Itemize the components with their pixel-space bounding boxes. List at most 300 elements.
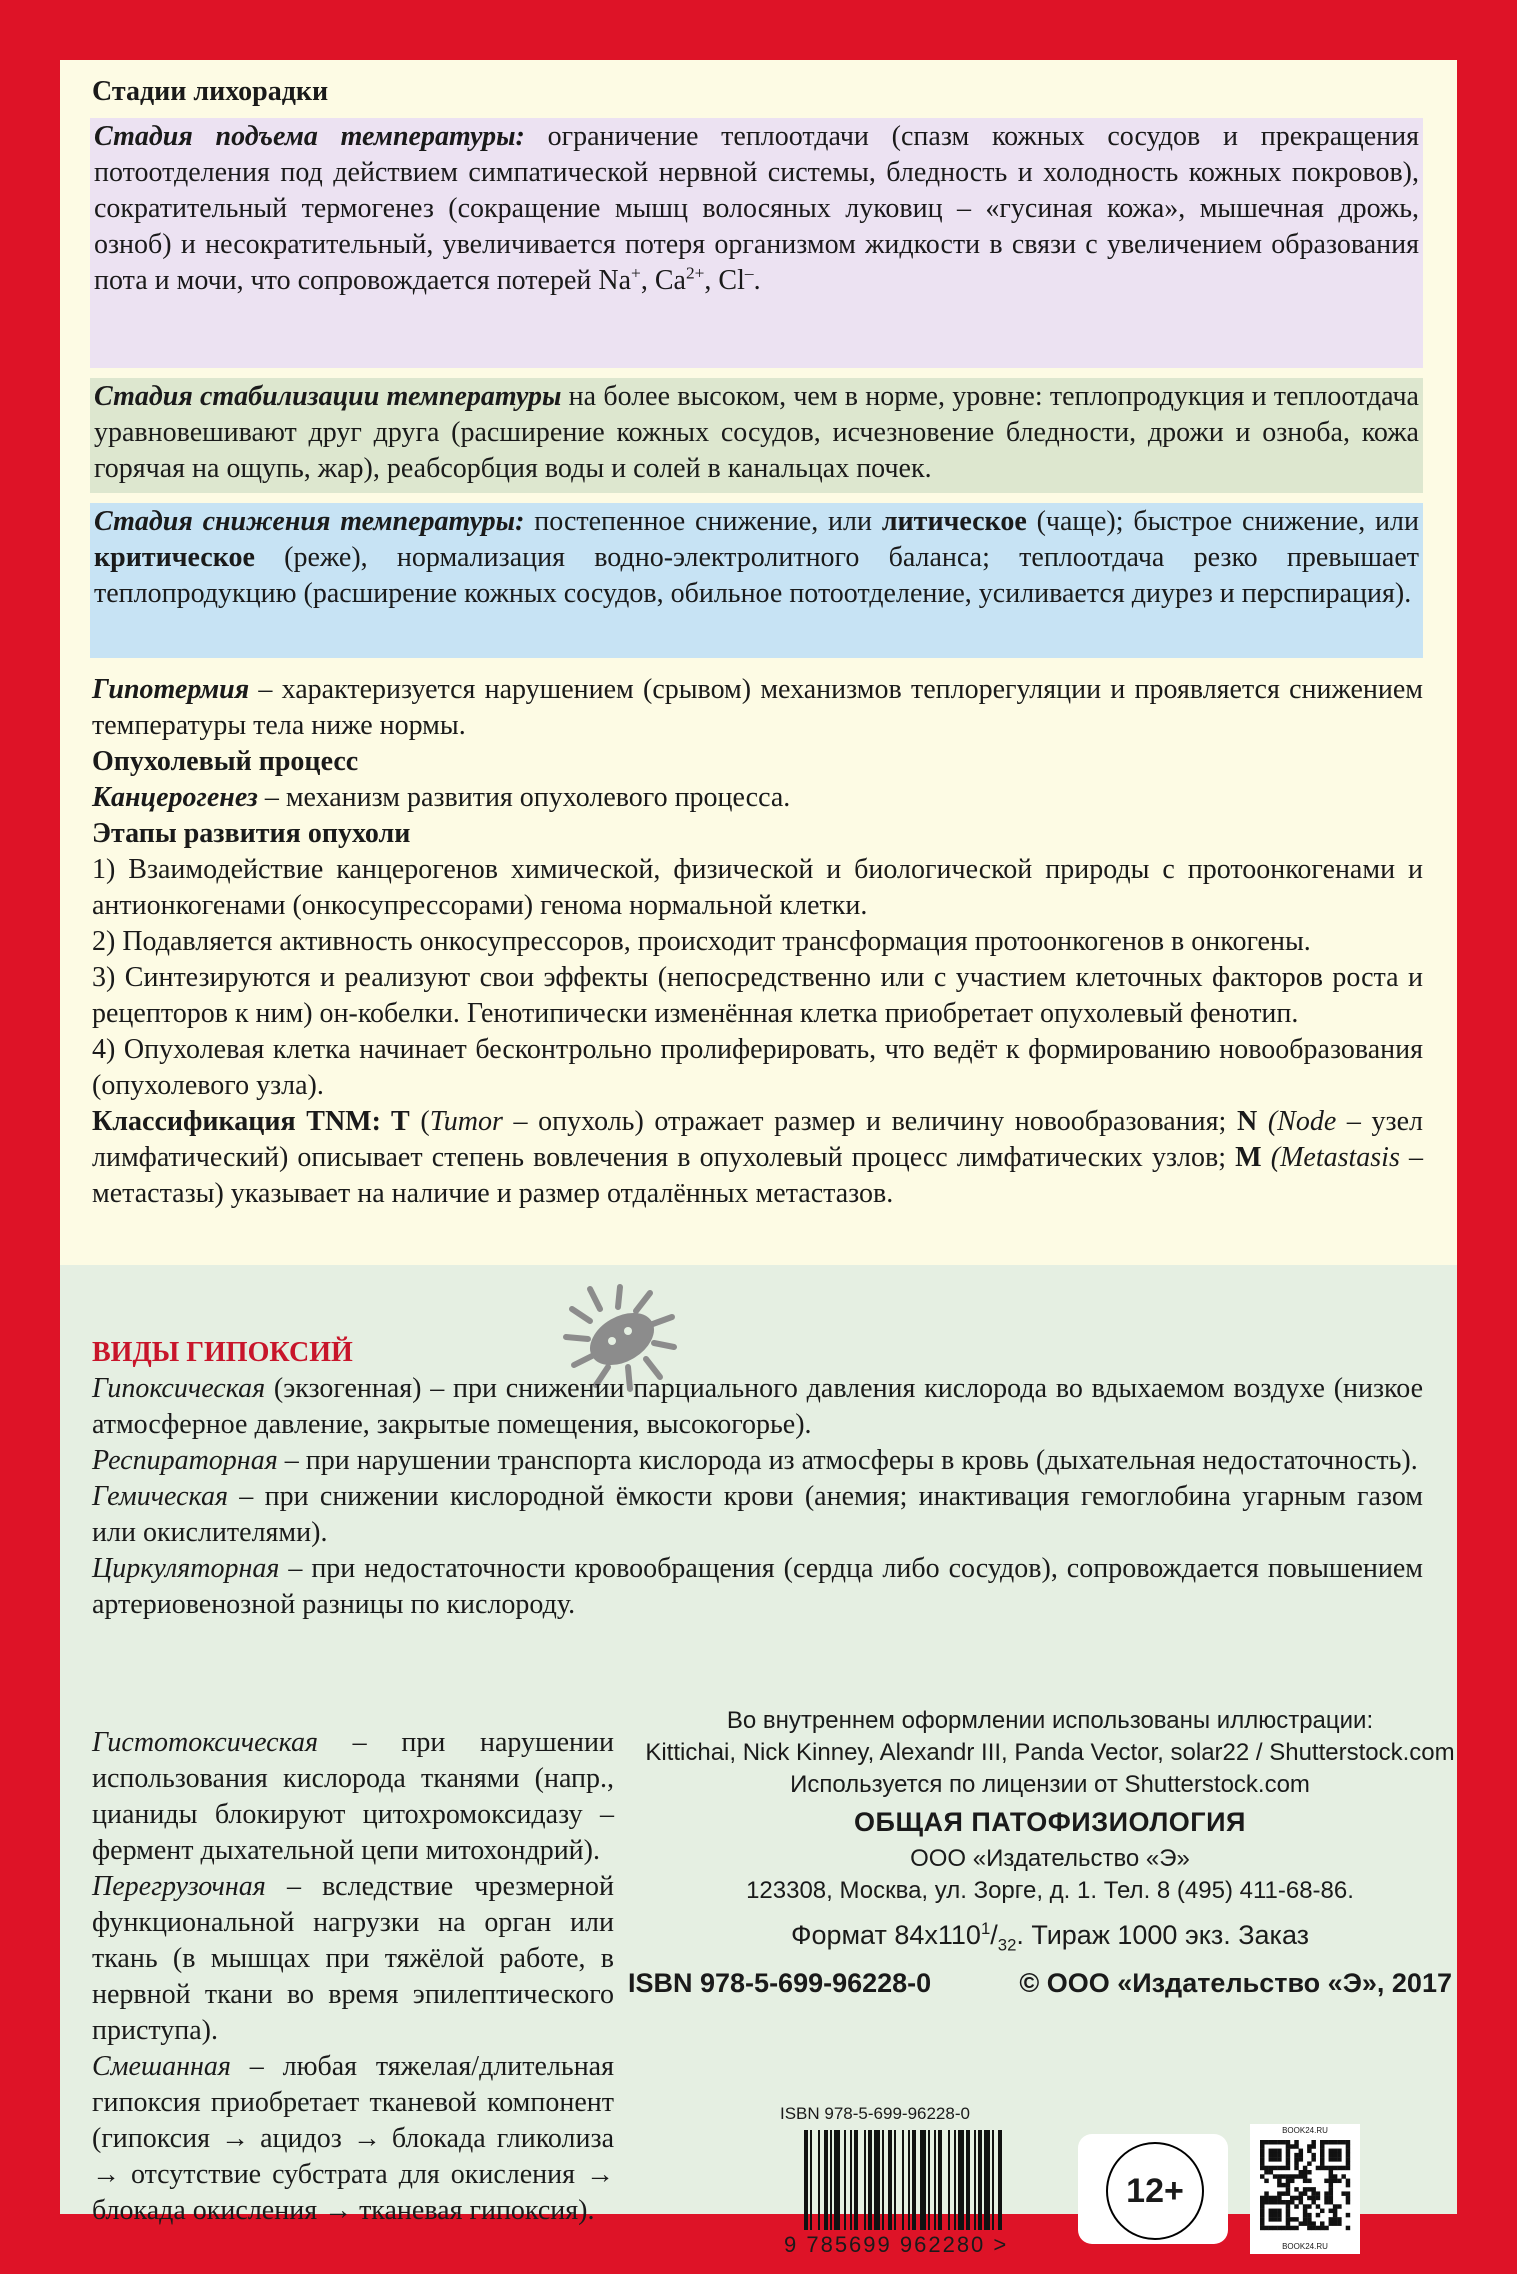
qr-module — [1299, 2221, 1303, 2225]
qr-module — [1324, 2191, 1328, 2195]
qr-module — [1299, 2200, 1303, 2204]
qr-module — [1333, 2166, 1337, 2170]
qr-module — [1260, 2204, 1264, 2208]
qr-module — [1311, 2187, 1315, 2191]
qr-module — [1333, 2149, 1337, 2153]
qr-module — [1277, 2209, 1281, 2213]
tnm-t-rest: – опухоль) отражает размер и величину новообразования; — [502, 1106, 1227, 1137]
tnm-m-open: ( — [1261, 1142, 1281, 1173]
overload-text: – вследствие чрезмерной функциональной нагрузки на орган или ткань (в мышцах при тяжёлой работе, в нервной ткани во время эпилептического приступа). — [92, 1871, 614, 2046]
mixed-paragraph — [92, 2049, 614, 2229]
cl-ion: , Cl — [704, 265, 745, 296]
qr-module — [1329, 2191, 1333, 2195]
qr-module — [1307, 2213, 1311, 2217]
qr-module — [1290, 2179, 1294, 2183]
qr-module — [1264, 2200, 1268, 2204]
qr-module — [1329, 2209, 1333, 2213]
qr-module — [1286, 2144, 1290, 2148]
qr-module — [1346, 2140, 1350, 2144]
qr-module — [1260, 2217, 1264, 2221]
qr-module — [1311, 2200, 1315, 2204]
hypoxia-item-2 — [92, 1443, 1423, 1479]
qr-module — [1264, 2226, 1268, 2230]
qr-module — [1329, 2217, 1333, 2221]
qr-module — [1269, 2226, 1273, 2230]
qr-module — [1311, 2140, 1315, 2144]
qr-module — [1294, 2196, 1298, 2200]
qr-module — [1311, 2221, 1315, 2225]
stage-fall-band — [90, 503, 1423, 658]
qr-module — [1281, 2200, 1285, 2204]
qr-module — [1329, 2179, 1333, 2183]
hypoxia-item-2-text: – при нарушении транспорта кислорода из атмосферы в кровь (дыхательная недостаточность). — [277, 1445, 1418, 1476]
qr-module — [1286, 2161, 1290, 2165]
qr-module — [1320, 2153, 1324, 2157]
stage-rise-term: Стадия подъема температуры: — [94, 121, 525, 152]
qr-module — [1333, 2174, 1337, 2178]
qr-module — [1329, 2140, 1333, 2144]
qr-module — [1269, 2149, 1273, 2153]
qr-module — [1264, 2196, 1268, 2200]
qr-module — [1273, 2217, 1277, 2221]
barcode-bar — [818, 2130, 820, 2230]
qr-module — [1260, 2196, 1264, 2200]
hypoxia-item-4 — [92, 1551, 1423, 1623]
tumor-stages-title: Этапы развития опухоли — [92, 818, 411, 849]
qr-module — [1290, 2217, 1294, 2221]
qr-module — [1273, 2213, 1277, 2217]
qr-module — [1286, 2153, 1290, 2157]
qr-module — [1337, 2140, 1341, 2144]
qr-module — [1311, 2153, 1315, 2157]
qr-module — [1273, 2149, 1277, 2153]
format-sup: 1 — [980, 1919, 991, 1938]
lytic-term: литическое — [881, 506, 1027, 537]
qr-module — [1294, 2226, 1298, 2230]
qr-module — [1329, 2149, 1333, 2153]
tnm-n-rest: – узел лимфатический) описывает степень вовлечения в опухолевый процесс лимфатических узлов; — [92, 1106, 1423, 1173]
qr-module — [1294, 2187, 1298, 2191]
stage-rise-text: ограничение теплоотдачи (спазм кожных сосудов и прекращения потоотделения под действием симпатической нервной системы, бледность и холодность кожных покровов), сократительный термогенез (сокращение мышц волосяных луковиц – «гусиная кожа», мышечная дрожь, озноб) и несократительный, увеличивается потеря организмом жидкости в связи с увеличением образования пота и мочи, что сопровождается потерей Na — [94, 121, 1419, 296]
qr-module — [1316, 2226, 1320, 2230]
qr-module — [1307, 2221, 1311, 2225]
qr-module — [1341, 2166, 1345, 2170]
barcode-bar — [958, 2130, 964, 2230]
qr-module — [1290, 2174, 1294, 2178]
illustrations-line-2: Kittichai, Nick Kinney, Alexandr III, Panda Vector, solar22 / Shutterstock.com — [645, 1739, 1455, 1766]
qr-module — [1337, 2217, 1341, 2221]
qr-module — [1320, 2209, 1324, 2213]
qr-module — [1346, 2161, 1350, 2165]
qr-module — [1329, 2170, 1333, 2174]
qr-module — [1333, 2204, 1337, 2208]
tnm-n-open: ( — [1257, 1106, 1278, 1137]
book-title: ОБЩАЯ ПАТОФИЗИОЛОГИЯ — [854, 1807, 1246, 1837]
qr-module — [1260, 2153, 1264, 2157]
qr-module — [1346, 2196, 1350, 2200]
qr-module — [1337, 2179, 1341, 2183]
stage-fall-term: Стадия снижения температуры: — [94, 506, 525, 537]
hypoxia-item-4-term: Циркуляторная — [92, 1553, 280, 1584]
qr-module — [1341, 2140, 1345, 2144]
stage-rise-end: . — [753, 265, 761, 296]
qr-module — [1260, 2161, 1264, 2165]
carcinogenesis-text: – механизм развития опухолевого процесса. — [257, 782, 791, 813]
barcode-bar — [998, 2130, 1002, 2230]
qr-module — [1294, 2157, 1298, 2161]
qr-module — [1320, 2144, 1324, 2148]
tumor-stage-1: 1) Взаимодействие канцерогенов химической, физической и биологической природы с протоонкогенами и антионкогенами (онкосупрессорами) генома нормальной клетки. — [92, 854, 1423, 921]
qr-module — [1333, 2157, 1337, 2161]
hypoxia-item-3-term: Гемическая — [92, 1481, 228, 1512]
qr-module — [1320, 2140, 1324, 2144]
qr-module — [1346, 2213, 1350, 2217]
qr-module — [1273, 2157, 1277, 2161]
qr-module — [1260, 2226, 1264, 2230]
qr-module — [1311, 2226, 1315, 2230]
barcode-bar — [888, 2130, 892, 2230]
qr-module — [1316, 2204, 1320, 2208]
qr-code — [1250, 2124, 1360, 2254]
qr-module — [1346, 2149, 1350, 2153]
qr-module — [1290, 2196, 1294, 2200]
cl-charge: – — [744, 263, 754, 283]
qr-module — [1277, 2217, 1281, 2221]
qr-module — [1307, 2179, 1311, 2183]
qr-module — [1277, 2191, 1281, 2195]
qr-module — [1277, 2179, 1281, 2183]
qr-module — [1346, 2191, 1350, 2195]
barcode-bar — [974, 2130, 976, 2230]
overload-term: Перегрузочная — [92, 1871, 266, 1902]
qr-module — [1324, 2196, 1328, 2200]
qr-module — [1294, 2161, 1298, 2165]
ca-charge: 2+ — [685, 263, 705, 283]
qr-module — [1311, 2157, 1315, 2161]
qr-module — [1307, 2196, 1311, 2200]
barcode-bar — [844, 2130, 846, 2230]
qr-module — [1303, 2209, 1307, 2213]
qr-module — [1346, 2157, 1350, 2161]
qr-module — [1324, 2226, 1328, 2230]
qr-module — [1299, 2174, 1303, 2178]
qr-module — [1311, 2196, 1315, 2200]
qr-module — [1337, 2157, 1341, 2161]
barcode-bar — [882, 2130, 884, 2230]
qr-module — [1307, 2144, 1311, 2148]
histotoxic-term: Гистотоксическая — [92, 1727, 318, 1758]
qr-code-icon — [1260, 2140, 1350, 2230]
qr-module — [1286, 2166, 1290, 2170]
qr-module — [1303, 2221, 1307, 2225]
hypoxia-title: ВИДЫ ГИПОКСИЙ — [92, 1337, 353, 1368]
qr-module — [1303, 2179, 1307, 2183]
qr-module — [1286, 2157, 1290, 2161]
qr-module — [1311, 2191, 1315, 2195]
barcode-bar — [824, 2130, 828, 2230]
stage-rise-paragraph — [94, 119, 1419, 299]
qr-module — [1324, 2166, 1328, 2170]
qr-module — [1277, 2166, 1281, 2170]
qr-module — [1303, 2174, 1307, 2178]
barcode-bar — [978, 2130, 982, 2230]
hypoxia-wide-block — [92, 1335, 1423, 1623]
qr-module — [1264, 2179, 1268, 2183]
barcode-bar — [868, 2130, 872, 2230]
qr-module — [1260, 2209, 1264, 2213]
fever-stages-title: Стадии лихорадки — [92, 76, 329, 107]
back-cover-page — [60, 60, 1457, 2257]
qr-module — [1333, 2140, 1337, 2144]
qr-module — [1277, 2196, 1281, 2200]
hypoxia-left-column — [92, 1725, 614, 2229]
barcode-bar — [992, 2130, 994, 2230]
qr-module — [1290, 2144, 1294, 2148]
qr-module — [1269, 2153, 1273, 2157]
qr-module — [1299, 2157, 1303, 2161]
qr-module — [1281, 2166, 1285, 2170]
qr-module — [1324, 2179, 1328, 2183]
qr-module — [1286, 2209, 1290, 2213]
qr-module — [1286, 2179, 1290, 2183]
barcode-bar — [894, 2130, 896, 2230]
qr-module — [1320, 2221, 1324, 2225]
tumor-title: Опухолевый процесс — [92, 746, 359, 777]
tnm-t-word: Tumor — [429, 1106, 503, 1137]
qr-module — [1294, 2140, 1298, 2144]
qr-module — [1269, 2157, 1273, 2161]
qr-module — [1294, 2174, 1298, 2178]
barcode-bar — [804, 2130, 808, 2230]
stage-stab-band — [90, 378, 1423, 493]
qr-module — [1329, 2200, 1333, 2204]
qr-module — [1303, 2191, 1307, 2195]
qr-module — [1277, 2149, 1281, 2153]
qr-module — [1299, 2196, 1303, 2200]
qr-module — [1346, 2226, 1350, 2230]
qr-module — [1281, 2174, 1285, 2178]
qr-module — [1277, 2140, 1281, 2144]
barcode-digits: 9 785699 962280 > — [784, 2232, 1009, 2257]
qr-module — [1286, 2204, 1290, 2208]
qr-module — [1273, 2200, 1277, 2204]
qr-module — [1264, 2166, 1268, 2170]
qr-module — [1303, 2217, 1307, 2221]
fever-tumor-section — [60, 60, 1457, 1265]
qr-module — [1273, 2226, 1277, 2230]
barcode-bar — [874, 2130, 880, 2230]
mixed-term: Смешанная — [92, 2051, 231, 2082]
qr-module — [1316, 2191, 1320, 2195]
qr-module — [1286, 2221, 1290, 2225]
barcode-bar — [902, 2130, 904, 2230]
qr-module — [1294, 2217, 1298, 2221]
hypoxia-item-1-text: (экзогенная) – при снижении парциального давления кислорода во вдыхаемом воздухе (низкое атмосферное давление, закрытые помещения, высокогорье). — [92, 1373, 1423, 1440]
barcode-bar — [928, 2130, 930, 2230]
isbn-row — [620, 1963, 1480, 2003]
qr-module — [1337, 2221, 1341, 2225]
qr-module — [1329, 2196, 1333, 2200]
qr-module — [1341, 2174, 1345, 2178]
qr-module — [1333, 2221, 1337, 2225]
mixed-text: – любая тяжелая/длительная гипоксия приобретает тканевой компонент (гипоксия → ацидоз → блокада гликолиза → отсутствие субстрата для окисления → блокада окисления → тканевая гипоксия). — [92, 2051, 614, 2226]
qr-module — [1303, 2170, 1307, 2174]
qr-module — [1307, 2204, 1311, 2208]
overload-paragraph — [92, 1869, 614, 2049]
qr-module — [1286, 2226, 1290, 2230]
qr-module — [1320, 2157, 1324, 2161]
qr-module — [1281, 2226, 1285, 2230]
tumor-stage-4: 4) Опухолевая клетка начинает бесконтрольно пролиферировать, что ведёт к формированию новообразования (опухолевого узла). — [92, 1034, 1423, 1101]
carcinogenesis-paragraph — [92, 780, 1423, 816]
stage-stab-text: на более высоком, чем в норме, уровне: теплопродукция и теплоотдача уравновешивают друг друга (расширение кожных сосудов, исчезновение бледности, дрожи и озноба, кожа горячая на ощупь, жар), реабсорбция воды и солей в канальцах почек. — [94, 381, 1419, 484]
stage-fall-text-3: (реже), нормализация водно-электролитного баланса; теплоотдача резко превышает теплопродукцию (расширение кожных сосудов, обильное потоотделение, усиливается диурез и перспирация). — [94, 542, 1419, 609]
qr-module — [1277, 2153, 1281, 2157]
stage-fall-text-2: (чаще); быстрое снижение, или — [1026, 506, 1420, 537]
qr-module — [1294, 2153, 1298, 2157]
hypothermia-text: – характеризуется нарушением (срывом) механизмов теплорегуляции и проявляется снижением температуры тела ниже нормы. — [92, 674, 1423, 741]
qr-module — [1273, 2166, 1277, 2170]
qr-module — [1277, 2200, 1281, 2204]
format-prefix: Формат 84х110 — [790, 1920, 981, 1950]
qr-module — [1346, 2183, 1350, 2187]
qr-module — [1286, 2140, 1290, 2144]
qr-module — [1299, 2153, 1303, 2157]
barcode-bars — [804, 2130, 1074, 2230]
qr-module — [1260, 2149, 1264, 2153]
qr-module — [1307, 2170, 1311, 2174]
qr-module — [1260, 2213, 1264, 2217]
qr-module — [1320, 2149, 1324, 2153]
qr-module — [1303, 2187, 1307, 2191]
qr-module — [1303, 2213, 1307, 2217]
qr-module — [1260, 2166, 1264, 2170]
na-charge: + — [631, 263, 641, 283]
qr-module — [1281, 2191, 1285, 2195]
qr-module — [1337, 2153, 1341, 2157]
qr-module — [1277, 2157, 1281, 2161]
barcode-bar — [830, 2130, 832, 2230]
qr-module — [1333, 2213, 1337, 2217]
qr-module — [1260, 2174, 1264, 2178]
stage-fall-text-1: постепенное снижение, или — [524, 506, 882, 537]
license-line: Используется по лицензии от Shutterstock.com — [790, 1771, 1310, 1798]
qr-module — [1269, 2196, 1273, 2200]
format-suffix: . Тираж 1000 экз. Заказ — [1016, 1920, 1310, 1950]
qr-module — [1264, 2140, 1268, 2144]
qr-module — [1346, 2166, 1350, 2170]
illustrations-line-1: Во внутреннем оформлении использованы иллюстрации: — [726, 1707, 1374, 1734]
barcode-bar — [966, 2130, 970, 2230]
imprint-block — [620, 1705, 1480, 2003]
qr-module — [1286, 2200, 1290, 2204]
qr-module — [1286, 2191, 1290, 2195]
qr-module — [1320, 2226, 1324, 2230]
age-rating-circle — [1106, 2142, 1204, 2240]
hypoxia-item-1-term: Гипоксическая — [92, 1373, 266, 1404]
qr-module — [1294, 2144, 1298, 2148]
qr-module — [1260, 2221, 1264, 2225]
qr-module — [1311, 2144, 1315, 2148]
qr-module — [1260, 2157, 1264, 2161]
qr-module — [1346, 2179, 1350, 2183]
qr-module — [1329, 2187, 1333, 2191]
qr-module — [1294, 2204, 1298, 2208]
barcode-bar — [810, 2130, 812, 2230]
qr-module — [1294, 2166, 1298, 2170]
tumor-stage-3: 3) Синтезируются и реализуют свои эффекты (непосредственно или с участием клеточных факторов роста и рецепторов к ним) он-кобелки. Генотипически изменённая клетка приобретает опухолевый фенотип. — [92, 962, 1423, 1029]
stage-fall-paragraph — [94, 504, 1419, 612]
qr-module — [1316, 2196, 1320, 2200]
qr-module — [1303, 2204, 1307, 2208]
qr-module — [1273, 2153, 1277, 2157]
qr-module — [1299, 2149, 1303, 2153]
qr-module — [1269, 2200, 1273, 2204]
isbn-text: ISBN 978-5-699-96228-0 — [628, 1968, 932, 1998]
publisher-line: ООО «Издательство «Э» — [910, 1845, 1190, 1872]
qr-module — [1269, 2217, 1273, 2221]
age-rating-text: 12+ — [1126, 2171, 1184, 2210]
qr-module — [1286, 2187, 1290, 2191]
qr-module — [1307, 2149, 1311, 2153]
qr-module — [1299, 2191, 1303, 2195]
qr-module — [1307, 2161, 1311, 2165]
barcode-bar — [834, 2130, 840, 2230]
qr-module — [1329, 2221, 1333, 2225]
qr-module — [1273, 2174, 1277, 2178]
qr-module — [1290, 2200, 1294, 2204]
qr-module — [1333, 2179, 1337, 2183]
qr-label-top: BOOK24.RU — [1282, 2126, 1328, 2135]
qr-module — [1273, 2209, 1277, 2213]
qr-module — [1260, 2200, 1264, 2204]
qr-module — [1316, 2213, 1320, 2217]
qr-label-bottom: BOOK24.RU — [1282, 2242, 1328, 2251]
barcode-bar — [920, 2130, 926, 2230]
address-line: 123308, Москва, ул. Зорге, д. 1. Тел. 8 (495) 411-68-86. — [746, 1877, 1354, 1904]
qr-module — [1337, 2149, 1341, 2153]
qr-module — [1281, 2183, 1285, 2187]
tnm-m-word: Metastasis — [1280, 1142, 1400, 1173]
tnm-m-label: M — [1235, 1142, 1262, 1173]
qr-module — [1269, 2140, 1273, 2144]
qr-module — [1337, 2166, 1341, 2170]
tnm-t-open: ( — [409, 1106, 430, 1137]
qr-module — [1273, 2140, 1277, 2144]
qr-module — [1341, 2191, 1345, 2195]
tnm-label: Классификация TNM: T — [92, 1106, 410, 1137]
barcode-isbn: ISBN 978-5-699-96228-0 — [780, 2104, 970, 2123]
format-line — [620, 1915, 1480, 1955]
hypothermia-paragraph — [92, 672, 1423, 744]
qr-module — [1277, 2213, 1281, 2217]
barcode-bar — [938, 2130, 942, 2230]
hypothermia-tumor-block — [92, 672, 1423, 1212]
barcode-bar — [912, 2130, 916, 2230]
barcode-bar — [984, 2130, 990, 2230]
qr-module — [1320, 2161, 1324, 2165]
tumor-stage-2: 2) Подавляется активность онкосупрессоров, происходит трансформация протоонкогенов в онкогены. — [92, 926, 1311, 957]
hypoxia-item-4-text: – при недостаточности кровообращения (сердца либо сосудов), сопровождается повышением артериовенозной разницы по кислороду. — [92, 1553, 1423, 1620]
qr-module — [1337, 2204, 1341, 2208]
barcode-bar — [864, 2130, 866, 2230]
qr-module — [1303, 2166, 1307, 2170]
qr-module — [1346, 2144, 1350, 2148]
stage-stab-term: Стадия стабилизации температуры — [94, 381, 562, 412]
tnm-paragraph — [92, 1104, 1423, 1212]
qr-module — [1260, 2144, 1264, 2148]
qr-module — [1307, 2217, 1311, 2221]
